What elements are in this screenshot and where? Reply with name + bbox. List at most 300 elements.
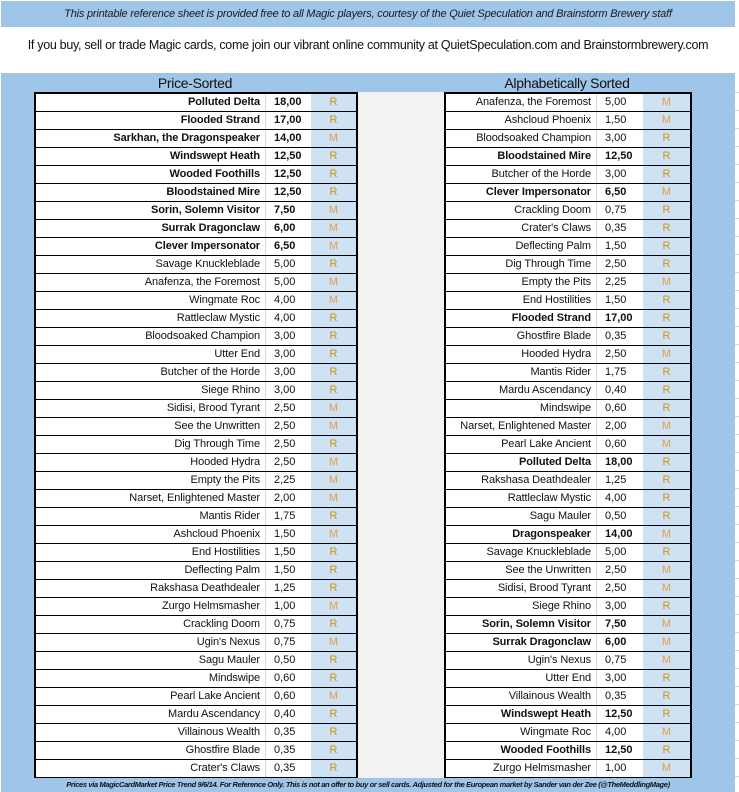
table-row: [446, 148, 690, 166]
card-price: 4,00: [274, 294, 296, 306]
table-row: [446, 364, 690, 382]
card-price: 0,75: [274, 618, 296, 630]
card-price: 18,00: [605, 456, 633, 468]
card-name: Bloodsoaked Champion: [36, 328, 266, 345]
gridline-tick: [735, 218, 739, 219]
card-price: 0,35: [605, 690, 627, 702]
card-rarity: R: [311, 184, 356, 201]
gridline-tick: [735, 236, 739, 237]
card-price: 3,00: [274, 348, 296, 360]
card-rarity: M: [311, 472, 356, 489]
gridline-tick: [735, 344, 739, 345]
table-row: [36, 580, 356, 598]
card-name: Pearl Lake Ancient: [36, 688, 266, 705]
card-rarity: R: [643, 148, 690, 165]
gridline-tick: [735, 416, 739, 417]
table-row: [36, 112, 356, 130]
card-name: Bloodstained Mire: [36, 184, 266, 201]
table-row: [36, 310, 356, 328]
table-row: [446, 454, 690, 472]
table-row: [36, 652, 356, 670]
card-price: 12,50: [605, 150, 633, 162]
card-name: End Hostilities: [446, 292, 597, 309]
card-name: Dig Through Time: [36, 436, 266, 453]
gridline-tick: [735, 506, 739, 507]
card-price: 2,50: [274, 438, 296, 450]
gridline-tick: [735, 542, 739, 543]
table-row: [446, 274, 690, 292]
card-rarity: M: [643, 760, 690, 777]
card-name: Sidisi, Brood Tyrant: [446, 580, 597, 597]
card-name: End Hostilities: [36, 544, 266, 561]
card-name: Clever Impersonator: [446, 184, 597, 201]
table-row: [446, 580, 690, 598]
gridline-tick: [735, 740, 739, 741]
card-rarity: R: [311, 760, 356, 777]
card-rarity: M: [311, 400, 356, 417]
card-rarity: M: [311, 292, 356, 309]
card-rarity: M: [311, 418, 356, 435]
card-rarity: R: [643, 238, 690, 255]
gridline-tick: [735, 182, 739, 183]
card-price: 5,00: [605, 546, 627, 558]
card-rarity: R: [643, 166, 690, 183]
card-price: 1,75: [605, 366, 627, 378]
alphabetical-title: Alphabetically Sorted: [504, 75, 630, 91]
card-name: Ashcloud Phoenix: [446, 112, 597, 129]
card-price: 2,50: [605, 564, 627, 576]
card-name: Rakshasa Deathdealer: [446, 472, 597, 489]
card-name: Rattleclaw Mystic: [36, 310, 266, 327]
card-name: Sarkhan, the Dragonspeaker: [36, 130, 266, 147]
gridline-tick: [735, 452, 739, 453]
card-rarity: M: [311, 490, 356, 507]
table-row: [446, 652, 690, 670]
card-price: 5,00: [274, 258, 296, 270]
card-price: 0,40: [605, 384, 627, 396]
card-rarity: R: [311, 508, 356, 525]
table-row: [446, 688, 690, 706]
courtesy-banner: [1, 1, 735, 27]
card-price: 3,00: [605, 672, 627, 684]
table-row: [36, 634, 356, 652]
card-price: 6,00: [605, 636, 627, 648]
gridline-tick: [735, 578, 739, 579]
card-name: Crackling Doom: [446, 202, 597, 219]
table-row: [446, 382, 690, 400]
card-price: 0,35: [274, 744, 296, 756]
card-name: Ghostfire Blade: [36, 742, 266, 759]
table-row: [36, 166, 356, 184]
card-name: Polluted Delta: [36, 94, 266, 111]
card-rarity: M: [643, 436, 690, 453]
card-rarity: M: [643, 184, 690, 201]
card-price: 3,00: [274, 384, 296, 396]
table-row: [446, 202, 690, 220]
table-row: [446, 706, 690, 724]
card-rarity: R: [311, 436, 356, 453]
card-rarity: R: [643, 508, 690, 525]
card-rarity: R: [643, 742, 690, 759]
alphabetical-table: [444, 92, 692, 778]
card-name: Mardu Ascendancy: [36, 706, 266, 723]
gridline-tick: [735, 164, 739, 165]
table-row: [36, 220, 356, 238]
card-name: Clever Impersonator: [36, 238, 266, 255]
card-price: 2,00: [274, 492, 296, 504]
table-row: [36, 508, 356, 526]
table-row: [36, 184, 356, 202]
table-row: [446, 508, 690, 526]
card-rarity: R: [311, 382, 356, 399]
card-price: 1,50: [274, 528, 296, 540]
card-rarity: R: [643, 256, 690, 273]
card-rarity: R: [311, 670, 356, 687]
card-name: Flooded Strand: [36, 112, 266, 129]
table-row: [446, 220, 690, 238]
card-name: Dragonspeaker: [446, 526, 597, 543]
card-name: Sagu Mauler: [36, 652, 266, 669]
card-price: 12,50: [605, 744, 633, 756]
gridline-tick: [735, 326, 739, 327]
table-row: [36, 544, 356, 562]
card-name: Dig Through Time: [446, 256, 597, 273]
card-name: Sorin, Solemn Visitor: [36, 202, 266, 219]
card-rarity: M: [643, 724, 690, 741]
card-price: 0,35: [274, 726, 296, 738]
card-rarity: R: [643, 220, 690, 237]
card-name: Crater's Claws: [446, 220, 597, 237]
card-rarity: R: [311, 364, 356, 381]
card-price: 17,00: [274, 114, 302, 126]
column-gap: [357, 92, 445, 778]
card-price: 2,50: [605, 348, 627, 360]
card-name: Utter End: [446, 670, 597, 687]
table-row: [446, 490, 690, 508]
table-row: [36, 616, 356, 634]
card-rarity: M: [311, 274, 356, 291]
card-name: Polluted Delta: [446, 454, 597, 471]
card-price: 5,00: [274, 276, 296, 288]
card-price: 2,25: [605, 276, 627, 288]
card-rarity: M: [311, 130, 356, 147]
card-rarity: R: [311, 256, 356, 273]
card-name: Rattleclaw Mystic: [446, 490, 597, 507]
card-price: 0,50: [274, 654, 296, 666]
card-name: Rakshasa Deathdealer: [36, 580, 266, 597]
card-rarity: R: [643, 490, 690, 507]
gridline-tick: [735, 758, 739, 759]
card-name: Windswept Heath: [446, 706, 597, 723]
card-name: Surrak Dragonclaw: [36, 220, 266, 237]
card-price: 2,50: [274, 456, 296, 468]
price-sorted-table: [34, 92, 358, 778]
card-price: 0,50: [605, 510, 627, 522]
gridline-tick: [735, 524, 739, 525]
table-row: [446, 130, 690, 148]
card-price: 1,25: [274, 582, 296, 594]
card-price: 14,00: [605, 528, 633, 540]
table-row: [446, 724, 690, 742]
table-row: [36, 706, 356, 724]
table-row: [446, 238, 690, 256]
gridline-tick: [735, 776, 739, 777]
card-name: Zurgo Helmsmasher: [446, 760, 597, 777]
card-rarity: R: [643, 364, 690, 381]
card-rarity: M: [311, 688, 356, 705]
card-name: Narset, Enlightened Master: [36, 490, 266, 507]
card-price: 0,75: [274, 636, 296, 648]
table-row: [36, 418, 356, 436]
table-row: [36, 274, 356, 292]
card-name: Narset, Enlightened Master: [446, 418, 597, 435]
community-line: [1, 28, 735, 62]
card-name: Hooded Hydra: [446, 346, 597, 363]
card-price: 0,60: [274, 672, 296, 684]
table-row: [36, 598, 356, 616]
card-price: 6,50: [274, 240, 296, 252]
card-rarity: R: [311, 724, 356, 741]
table-row: [446, 670, 690, 688]
card-name: Hooded Hydra: [36, 454, 266, 471]
card-rarity: M: [311, 454, 356, 471]
card-name: Wooded Foothills: [36, 166, 266, 183]
gridline-tick: [735, 686, 739, 687]
card-name: See the Unwritten: [446, 562, 597, 579]
card-price: 12,50: [605, 708, 633, 720]
footer-text: Prices via MagicCardMarket Price Trend 9/6/14. For Reference Only. This is not an offer to buy or sell cards. Adjusted for the European market by Sander van der Zee (@TheMeddlingMage): [66, 780, 670, 789]
card-rarity: R: [643, 130, 690, 147]
card-name: Mantis Rider: [36, 508, 266, 525]
table-row: [446, 616, 690, 634]
card-name: Mindswipe: [36, 670, 266, 687]
card-rarity: M: [311, 202, 356, 219]
card-name: Siege Rhino: [446, 598, 597, 615]
gridline-tick: [735, 110, 739, 111]
card-price: 17,00: [605, 312, 633, 324]
card-price: 1,50: [605, 240, 627, 252]
gridline-tick: [735, 632, 739, 633]
card-rarity: R: [643, 472, 690, 489]
gridline-tick: [735, 272, 739, 273]
table-row: [446, 292, 690, 310]
table-row: [446, 112, 690, 130]
card-price: 4,00: [605, 726, 627, 738]
card-price: 1,50: [274, 564, 296, 576]
card-rarity: M: [643, 94, 690, 111]
card-price: 12,50: [274, 186, 302, 198]
card-name: Anafenza, the Foremost: [36, 274, 266, 291]
card-name: Wooded Foothills: [446, 742, 597, 759]
card-name: See the Unwritten: [36, 418, 266, 435]
card-price: 4,00: [274, 312, 296, 324]
table-row: [446, 346, 690, 364]
card-name: Ghostfire Blade: [446, 328, 597, 345]
card-name: Ashcloud Phoenix: [36, 526, 266, 543]
table-row: [446, 256, 690, 274]
table-row: [446, 328, 690, 346]
card-rarity: R: [643, 292, 690, 309]
card-name: Surrak Dragonclaw: [446, 634, 597, 651]
table-row: [36, 526, 356, 544]
card-name: Siege Rhino: [36, 382, 266, 399]
table-row: [36, 238, 356, 256]
card-name: Mardu Ascendancy: [446, 382, 597, 399]
card-rarity: M: [643, 652, 690, 669]
card-name: Bloodstained Mire: [446, 148, 597, 165]
card-price: 3,00: [274, 330, 296, 342]
courtesy-text: This printable reference sheet is provided free to all Magic players, courtesy of the Quiet Speculation and Brainstorm Brewery staff: [64, 8, 672, 20]
card-name: Ugin's Nexus: [446, 652, 597, 669]
table-row: [36, 454, 356, 472]
card-price: 2,50: [605, 582, 627, 594]
table-row: [36, 202, 356, 220]
card-rarity: R: [643, 670, 690, 687]
card-price: 1,50: [274, 546, 296, 558]
table-row: [446, 634, 690, 652]
card-rarity: R: [311, 310, 356, 327]
card-price: 1,00: [274, 600, 296, 612]
card-name: Zurgo Helmsmasher: [36, 598, 266, 615]
card-rarity: R: [643, 598, 690, 615]
table-row: [36, 148, 356, 166]
card-rarity: M: [643, 616, 690, 633]
gridline-tick: [735, 308, 739, 309]
card-name: Utter End: [36, 346, 266, 363]
card-rarity: M: [311, 526, 356, 543]
card-rarity: M: [311, 220, 356, 237]
gridline-tick: [735, 362, 739, 363]
card-price: 5,00: [605, 96, 627, 108]
table-row: [446, 742, 690, 760]
card-name: Wingmate Roc: [446, 724, 597, 741]
card-rarity: R: [643, 382, 690, 399]
table-row: [446, 472, 690, 490]
card-name: Sidisi, Brood Tyrant: [36, 400, 266, 417]
card-name: Sorin, Solemn Visitor: [446, 616, 597, 633]
card-price: 2,50: [274, 420, 296, 432]
card-name: Empty the Pits: [36, 472, 266, 489]
card-price: 2,00: [605, 420, 627, 432]
card-rarity: R: [311, 562, 356, 579]
card-rarity: R: [311, 346, 356, 363]
card-rarity: R: [311, 580, 356, 597]
card-rarity: R: [311, 616, 356, 633]
card-price: 3,00: [605, 600, 627, 612]
card-price: 3,00: [605, 132, 627, 144]
card-price: 6,50: [605, 186, 627, 198]
table-row: [446, 418, 690, 436]
card-price: 12,50: [274, 168, 302, 180]
gridline-tick: [735, 398, 739, 399]
card-name: Butcher of the Horde: [36, 364, 266, 381]
card-name: Villainous Wealth: [446, 688, 597, 705]
table-row: [36, 346, 356, 364]
card-price: 1,25: [605, 474, 627, 486]
card-name: Villainous Wealth: [36, 724, 266, 741]
card-price: 0,75: [605, 204, 627, 216]
card-price: 0,60: [274, 690, 296, 702]
card-name: Mindswipe: [446, 400, 597, 417]
card-name: Crater's Claws: [36, 760, 266, 777]
table-row: [36, 490, 356, 508]
card-price: 1,75: [274, 510, 296, 522]
card-price: 3,00: [274, 366, 296, 378]
card-price: 0,40: [274, 708, 296, 720]
card-name: Ugin's Nexus: [36, 634, 266, 651]
card-price: 0,35: [605, 330, 627, 342]
card-rarity: R: [311, 166, 356, 183]
card-price: 0,35: [605, 222, 627, 234]
table-row: [446, 544, 690, 562]
table-row: [36, 364, 356, 382]
card-rarity: R: [643, 400, 690, 417]
card-rarity: R: [311, 148, 356, 165]
table-row: [446, 436, 690, 454]
card-rarity: M: [643, 562, 690, 579]
table-row: [446, 400, 690, 418]
card-price: 1,50: [605, 294, 627, 306]
card-rarity: R: [311, 94, 356, 111]
card-rarity: R: [311, 544, 356, 561]
card-price: 0,35: [274, 762, 296, 774]
card-rarity: M: [311, 238, 356, 255]
card-rarity: M: [311, 634, 356, 651]
card-name: Windswept Heath: [36, 148, 266, 165]
table-row: [36, 400, 356, 418]
card-price: 2,50: [274, 402, 296, 414]
card-name: Flooded Strand: [446, 310, 597, 327]
card-price: 6,00: [274, 222, 296, 234]
card-price: 7,50: [605, 618, 627, 630]
card-rarity: R: [643, 688, 690, 705]
card-rarity: M: [643, 346, 690, 363]
price-sorted-title: Price-Sorted: [157, 75, 233, 91]
card-name: Sagu Mauler: [446, 508, 597, 525]
table-row: [36, 472, 356, 490]
table-row: [36, 760, 356, 777]
card-name: Savage Knuckleblade: [36, 256, 266, 273]
table-row: [36, 562, 356, 580]
gridline-tick: [735, 470, 739, 471]
card-rarity: R: [311, 742, 356, 759]
table-row: [36, 742, 356, 760]
gridline-tick: [735, 704, 739, 705]
card-price: 1,50: [605, 114, 627, 126]
table-row: [36, 328, 356, 346]
table-row: [446, 598, 690, 616]
table-row: [36, 292, 356, 310]
card-rarity: R: [643, 706, 690, 723]
card-rarity: R: [643, 328, 690, 345]
table-row: [36, 382, 356, 400]
gridline-tick: [735, 290, 739, 291]
card-name: Butcher of the Horde: [446, 166, 597, 183]
table-row: [36, 130, 356, 148]
table-row: [36, 670, 356, 688]
gridline-tick: [735, 596, 739, 597]
table-row: [36, 688, 356, 706]
card-price: 2,50: [605, 258, 627, 270]
table-row: [36, 436, 356, 454]
gridline-tick: [735, 488, 739, 489]
gridline-tick: [735, 92, 739, 93]
table-row: [446, 184, 690, 202]
card-rarity: R: [311, 112, 356, 129]
card-name: Empty the Pits: [446, 274, 597, 291]
table-row: [446, 310, 690, 328]
gridline-tick: [735, 146, 739, 147]
